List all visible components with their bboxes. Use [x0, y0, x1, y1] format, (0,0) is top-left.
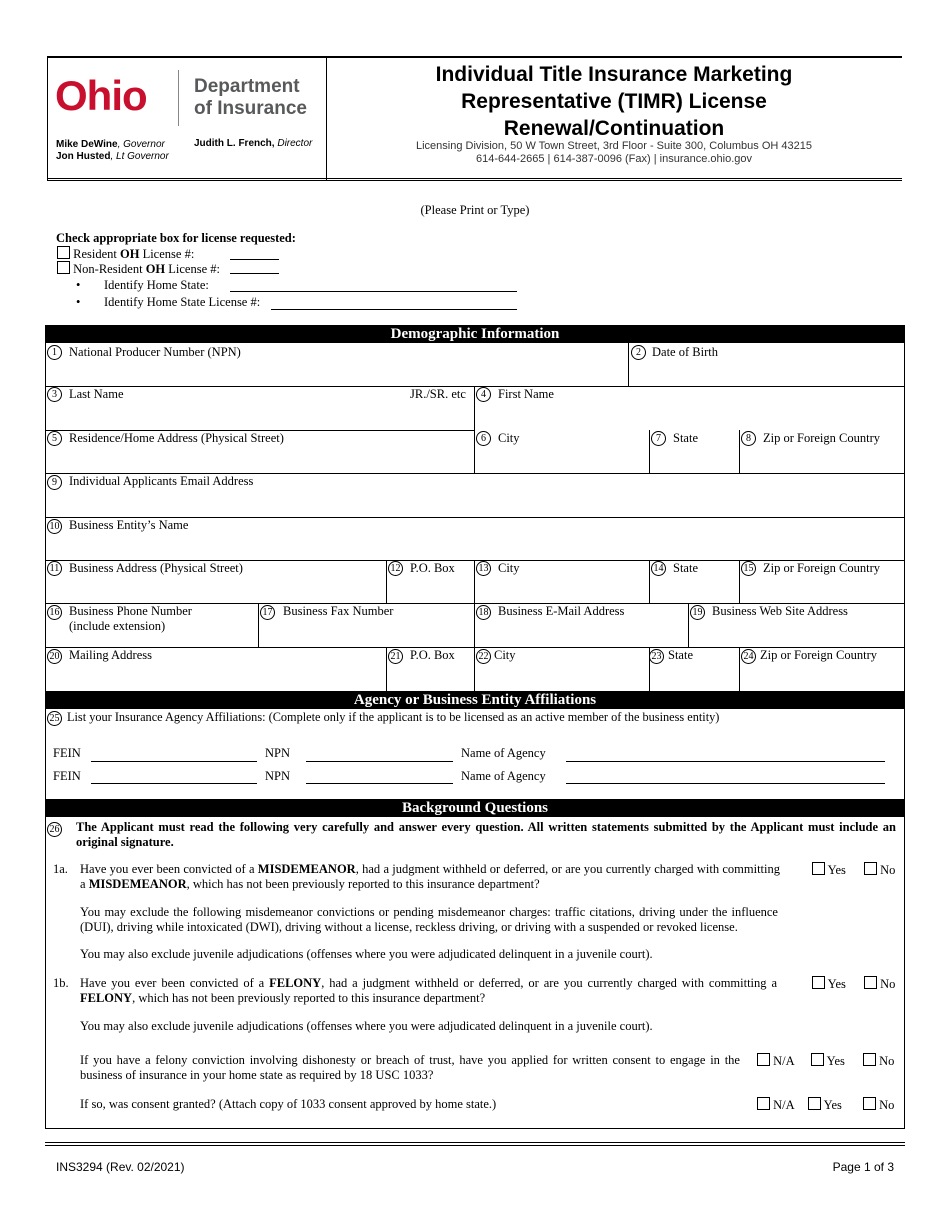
field-number-11: 11 [47, 561, 62, 576]
consent-applied-yes[interactable]: Yes [811, 1053, 845, 1069]
field-number-13: 13 [476, 561, 491, 576]
mailing-po-box-field[interactable]: P.O. Box [410, 648, 455, 662]
business-website-field[interactable]: Business Web Site Address [712, 604, 848, 618]
business-address-field[interactable]: Business Address (Physical Street) [69, 561, 243, 575]
residence-state-field[interactable]: State [673, 431, 698, 445]
agency-name-label-1: Name of Agency [461, 746, 546, 760]
lt-governor-line: Jon Husted, Lt Governor [56, 151, 169, 162]
form-id: INS3294 (Rev. 02/2021) [56, 1160, 185, 1174]
field-number-8: 8 [741, 431, 756, 446]
consent-applied-na[interactable]: N/A [757, 1053, 795, 1069]
field-number-2: 2 [631, 345, 646, 360]
business-entity-name-field[interactable]: Business Entity’s Name [69, 518, 189, 532]
consent-granted-yes[interactable]: Yes [808, 1097, 842, 1113]
field-number-22: 22 [476, 649, 491, 664]
field-number-1: 1 [47, 345, 62, 360]
business-zip-field[interactable]: Zip or Foreign Country [763, 561, 881, 575]
q1b-yes[interactable]: Yes [812, 976, 846, 992]
contact-info: 614-644-2665 | 614-387-0096 (Fax) | insurance.ohio.gov [475, 153, 752, 165]
business-email-field[interactable]: Business E-Mail Address [498, 604, 625, 618]
field-number-25: 25 [47, 711, 62, 726]
residence-city-field[interactable]: City [498, 431, 520, 445]
field-number-12: 12 [388, 561, 403, 576]
mailing-zip-field[interactable]: Zip or Foreign Country [760, 648, 878, 662]
home-license-label: Identify Home State License #: [104, 295, 261, 309]
consent-granted-question: If so, was consent granted? (Attach copy of 1033 consent approved by home state.) [80, 1097, 497, 1111]
q1a-no[interactable]: No [864, 862, 895, 878]
npn-label-2: NPN [265, 769, 291, 783]
field-number-23: 23 [649, 649, 664, 664]
field-number-24: 24 [741, 649, 756, 664]
suffix-label: JR./SR. etc [410, 387, 466, 401]
home-state-line[interactable] [230, 291, 517, 292]
background-header: Background Questions [45, 799, 905, 817]
date-of-birth-field[interactable]: Date of Birth [652, 345, 718, 359]
mailing-state-field[interactable]: State [668, 648, 693, 662]
business-city-field[interactable]: City [498, 561, 520, 575]
q1b-text: Have you ever been convicted of a FELONY, had a judgment withheld or deferred, or are you currently charged with committing a FELONY, which has not been previously reported to this insurance department? [80, 976, 777, 1005]
resident-license-line[interactable] [230, 259, 279, 260]
mailing-city-field[interactable]: City [494, 648, 516, 662]
q1b-number: 1b. [53, 976, 69, 990]
nonresident-option: Non-Resident OH License #: [57, 261, 220, 277]
business-po-box-field[interactable]: P.O. Box [410, 561, 455, 575]
field-number-7: 7 [651, 431, 666, 446]
nonresident-checkbox[interactable] [57, 261, 70, 274]
field-number-10: 10 [47, 519, 62, 534]
agency-name-input-2[interactable] [566, 783, 885, 784]
home-state-bullet: • [76, 278, 81, 292]
ohio-logo: Ohio [55, 72, 147, 119]
agency-name-label-2: Name of Agency [461, 769, 546, 783]
business-phone-field[interactable]: Business Phone Number (include extension) [69, 604, 192, 633]
consent-applied-no[interactable]: No [863, 1053, 894, 1069]
field-number-20: 20 [47, 649, 62, 664]
nonresident-license-line[interactable] [230, 273, 279, 274]
home-license-bullet: • [76, 295, 81, 309]
first-name-field[interactable]: First Name [498, 387, 554, 401]
field-number-3: 3 [47, 387, 62, 402]
governor-line: Mike DeWine, Governor [56, 139, 165, 150]
juvenile-note-2: You may also exclude juvenile adjudications (offenses where you were adjudicated delinquent in a juvenile court). [80, 1019, 653, 1033]
field-number-21: 21 [388, 649, 403, 664]
consent-granted-no[interactable]: No [863, 1097, 894, 1113]
resident-checkbox[interactable] [57, 246, 70, 259]
npn-field[interactable]: National Producer Number (NPN) [69, 345, 241, 359]
fein-label-2: FEIN [53, 769, 81, 783]
residence-address-field[interactable]: Residence/Home Address (Physical Street) [69, 431, 284, 445]
agency-header: Agency or Business Entity Affiliations [45, 691, 905, 709]
npn-label-1: NPN [265, 746, 291, 760]
mailing-address-field[interactable]: Mailing Address [69, 648, 152, 662]
felony-consent-question: If you have a felony conviction involving dishonesty or breach of trust, have you applied for written consent to engage in the business of insurance in your home state as required by 18 USC 1033? [80, 1053, 740, 1082]
demographic-header: Demographic Information [45, 325, 905, 343]
q1a-yes[interactable]: Yes [812, 862, 846, 878]
field-number-15: 15 [741, 561, 756, 576]
field-number-26: 26 [47, 822, 62, 837]
q1a-text: Have you ever been convicted of a MISDEMEANOR, had a judgment withheld or deferred, or are you currently charged with committing a MISDEMEANOR, which has not been previously reported to this insurance department? [80, 862, 780, 891]
page-number: Page 1 of 3 [832, 1160, 894, 1174]
juvenile-note-1: You may also exclude juvenile adjudications (offenses where you were adjudicated delinquent in a juvenile court). [80, 947, 653, 961]
q1a-number: 1a. [53, 862, 68, 876]
business-fax-field[interactable]: Business Fax Number [283, 604, 394, 618]
division-address: Licensing Division, 50 W Town Street, 3rd Floor - Suite 300, Columbus OH 43215 [416, 140, 812, 152]
director-line: Judith L. French, Director [194, 138, 313, 149]
form-title: Individual Title Insurance Marketing Representative (TIMR) License Renewal/Continuation [435, 63, 793, 140]
field-number-6: 6 [476, 431, 491, 446]
license-heading: Check appropriate box for license requested: [56, 231, 296, 245]
business-state-field[interactable]: State [673, 561, 698, 575]
q1b-no[interactable]: No [864, 976, 895, 992]
agency-name-input-1[interactable] [566, 761, 885, 762]
home-license-line[interactable] [271, 309, 517, 310]
last-name-field[interactable]: Last Name [69, 387, 124, 401]
field-number-9: 9 [47, 475, 62, 490]
npn-input-1[interactable] [306, 761, 453, 762]
print-instruction: (Please Print or Type) [420, 203, 530, 217]
residence-zip-field[interactable]: Zip or Foreign Country [763, 431, 881, 445]
department-name: Department of Insurance [194, 76, 307, 119]
fein-input-1[interactable] [91, 761, 257, 762]
field-number-18: 18 [476, 605, 491, 620]
field-number-16: 16 [47, 605, 62, 620]
field-number-17: 17 [260, 605, 275, 620]
home-state-label: Identify Home State: [104, 278, 209, 292]
agency-instruction: List your Insurance Agency Affiliations: (Complete only if the applicant is to be licensed as an active member of the business entity) [67, 710, 720, 724]
fein-input-2[interactable] [91, 783, 257, 784]
field-number-19: 19 [690, 605, 705, 620]
background-intro: The Applicant must read the following very carefully and answer every question. All written statements submitted by the Applicant must include an original signature. [76, 820, 896, 849]
applicant-email-field[interactable]: Individual Applicants Email Address [69, 474, 254, 488]
misdemeanor-exclusion-note: You may exclude the following misdemeanor convictions or pending misdemeanor charges: traffic citations, driving under the influence (DUI), driving while intoxicated (DWI), driving without a license, reckless driving, or driving with a suspended or revoked license. [80, 905, 778, 934]
field-number-4: 4 [476, 387, 491, 402]
fein-label-1: FEIN [53, 746, 81, 760]
consent-granted-na[interactable]: N/A [757, 1097, 795, 1113]
field-number-14: 14 [651, 561, 666, 576]
field-number-5: 5 [47, 431, 62, 446]
resident-option: Resident OH License #: [57, 246, 194, 262]
npn-input-2[interactable] [306, 783, 453, 784]
